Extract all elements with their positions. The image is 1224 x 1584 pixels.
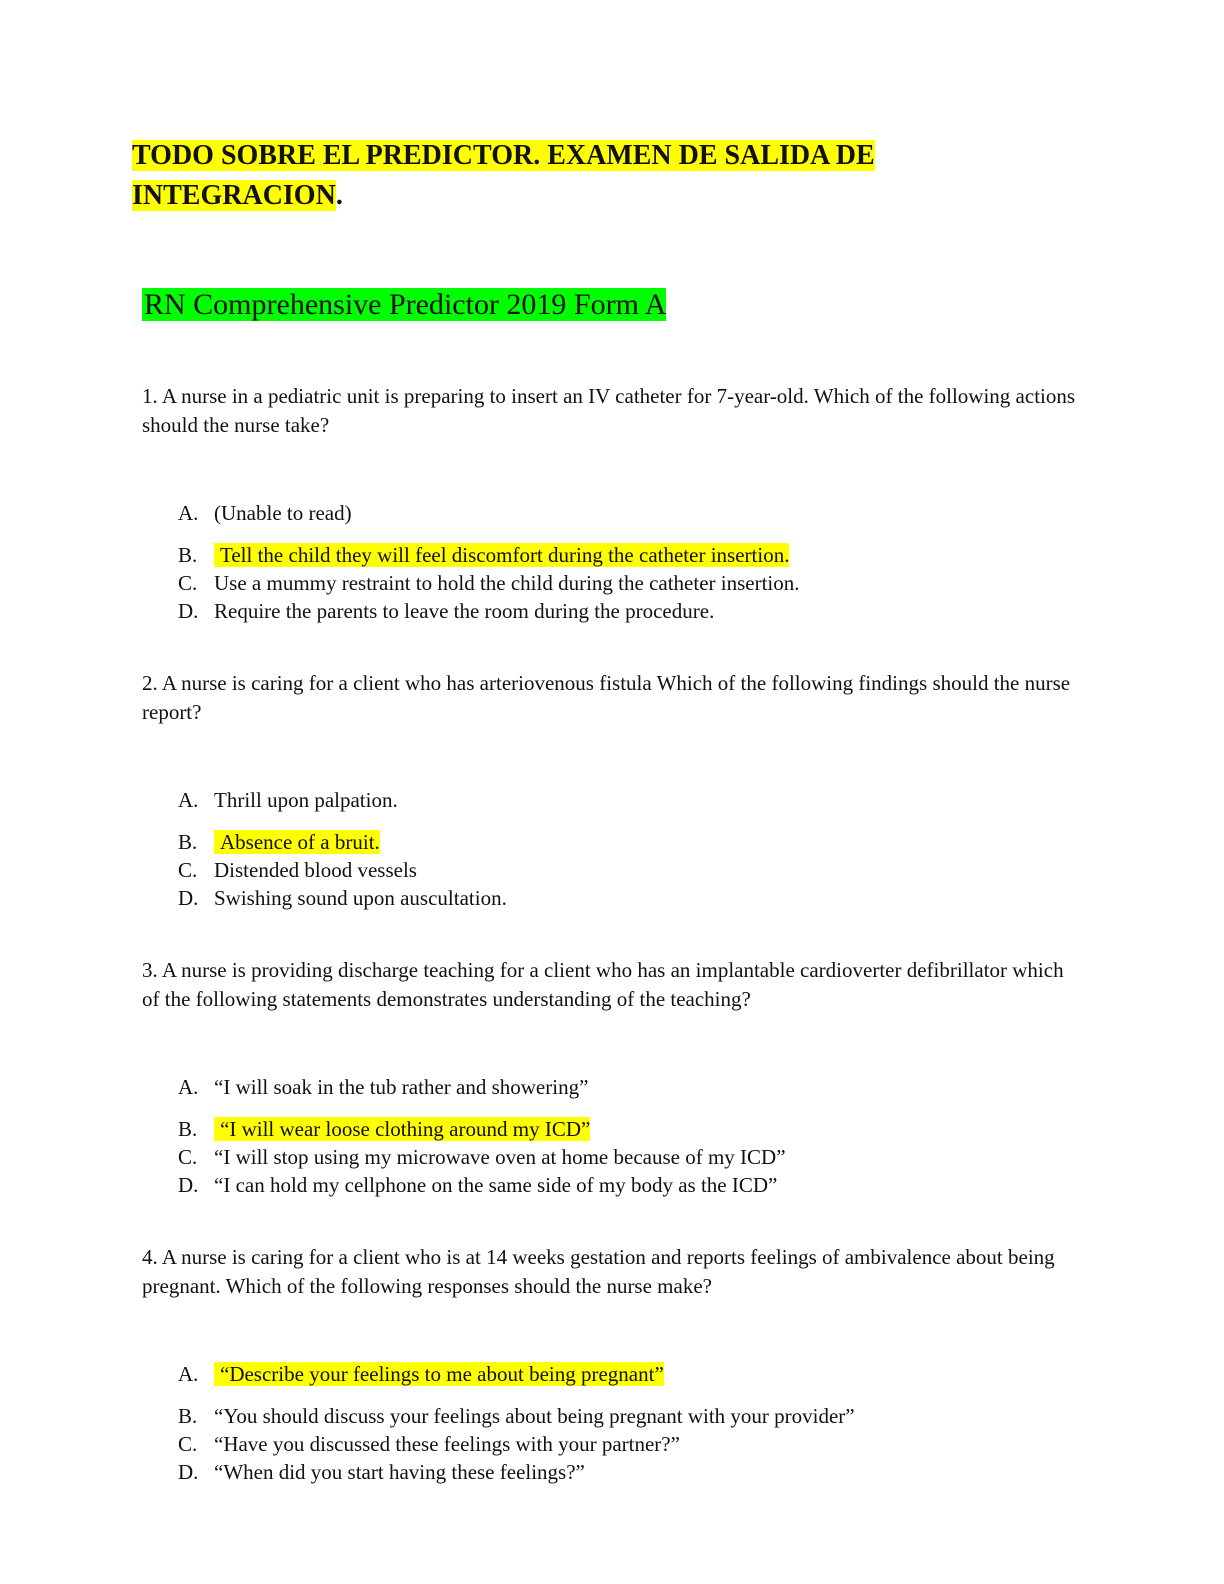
option-3c <box>178 1143 1078 1171</box>
option-text: Thrill upon palpation. <box>214 788 398 812</box>
correct-answer-highlight: “I will wear loose clothing around my ICD” <box>214 1117 590 1141</box>
correct-answer-highlight: Absence of a bruit. <box>214 830 380 854</box>
question-4: 4. A nurse is caring for a client who is at 14 weeks gestation and reports feelings of ambivalence about being pregnant. Which of the following responses should the nurse make? <box>142 1245 1055 1298</box>
question-1: 1. A nurse in a pediatric unit is preparing to insert an IV catheter for 7-year-old. Which of the following actions should the nurse take? <box>142 384 1076 437</box>
option-1b <box>178 541 1078 569</box>
correct-answer-highlight: “Describe your feelings to me about being pregnant” <box>214 1362 664 1386</box>
option-letter: D. <box>178 599 199 623</box>
option-text: “I can hold my cellphone on the same side of my body as the ICD” <box>214 1173 778 1197</box>
option-text: Distended blood vessels <box>214 858 417 882</box>
option-4a <box>178 1360 1078 1388</box>
title-period: . <box>335 180 343 211</box>
option-letter: A. <box>178 1075 199 1099</box>
subtitle-text: RN Comprehensive Predictor 2019 Form A <box>144 288 667 321</box>
option-1c <box>178 569 1078 597</box>
option-2c <box>178 856 1078 884</box>
question-4-options <box>178 1360 1078 1486</box>
option-letter: D. <box>178 1460 199 1484</box>
option-1d <box>178 597 1078 625</box>
option-letter: D. <box>178 886 199 910</box>
option-4c <box>178 1430 1078 1458</box>
option-text: “When did you start having these feelings?” <box>214 1460 585 1484</box>
option-text: (Unable to read) <box>214 501 352 525</box>
page-title <box>132 136 1032 216</box>
question-1-options <box>178 499 1078 625</box>
option-text: “You should discuss your feelings about being pregnant with your provider” <box>214 1404 855 1428</box>
question-3-options <box>178 1073 1078 1199</box>
option-4d <box>178 1458 1078 1486</box>
option-letter: C. <box>178 858 198 882</box>
form-subtitle <box>142 284 666 326</box>
title-line-1: TODO SOBRE EL PREDICTOR. EXAMEN DE SALIDA DE <box>132 140 875 171</box>
option-letter: B. <box>178 1117 198 1141</box>
option-letter: C. <box>178 1145 198 1169</box>
option-letter: B. <box>178 1404 198 1428</box>
option-letter: D. <box>178 1173 199 1197</box>
title-line-2: INTEGRACION <box>132 180 336 211</box>
correct-answer-highlight: Tell the child they will feel discomfort during the catheter insertion. <box>214 543 789 567</box>
option-text: “I will soak in the tub rather and showering” <box>214 1075 589 1099</box>
option-letter: B. <box>178 830 198 854</box>
question-2: 2. A nurse is caring for a client who has arteriovenous fistula Which of the following findings should the nurse report? <box>142 671 1071 724</box>
option-letter: C. <box>178 571 198 595</box>
option-letter: A. <box>178 788 199 812</box>
option-3d <box>178 1171 1078 1199</box>
option-letter: C. <box>178 1432 198 1456</box>
option-letter: A. <box>178 501 199 525</box>
option-text: “Have you discussed these feelings with your partner?” <box>214 1432 680 1456</box>
option-2d <box>178 884 1078 912</box>
option-4b <box>178 1402 1078 1430</box>
question-2-options <box>178 786 1078 912</box>
option-letter: B. <box>178 543 198 567</box>
option-2b <box>178 828 1078 856</box>
option-3a <box>178 1073 1078 1101</box>
option-3b <box>178 1115 1078 1143</box>
option-text: “I will stop using my microwave oven at home because of my ICD” <box>214 1145 786 1169</box>
option-letter: A. <box>178 1362 199 1386</box>
question-3: 3. A nurse is providing discharge teaching for a client who has an implantable cardioverter defibrillator which of the following statements demonstrates understanding of the teaching? <box>142 958 1064 1011</box>
option-1a <box>178 499 1078 527</box>
option-text: Use a mummy restraint to hold the child during the catheter insertion. <box>214 571 800 595</box>
option-2a <box>178 786 1078 814</box>
option-text: Require the parents to leave the room during the procedure. <box>214 599 715 623</box>
option-text: Swishing sound upon auscultation. <box>214 886 507 910</box>
